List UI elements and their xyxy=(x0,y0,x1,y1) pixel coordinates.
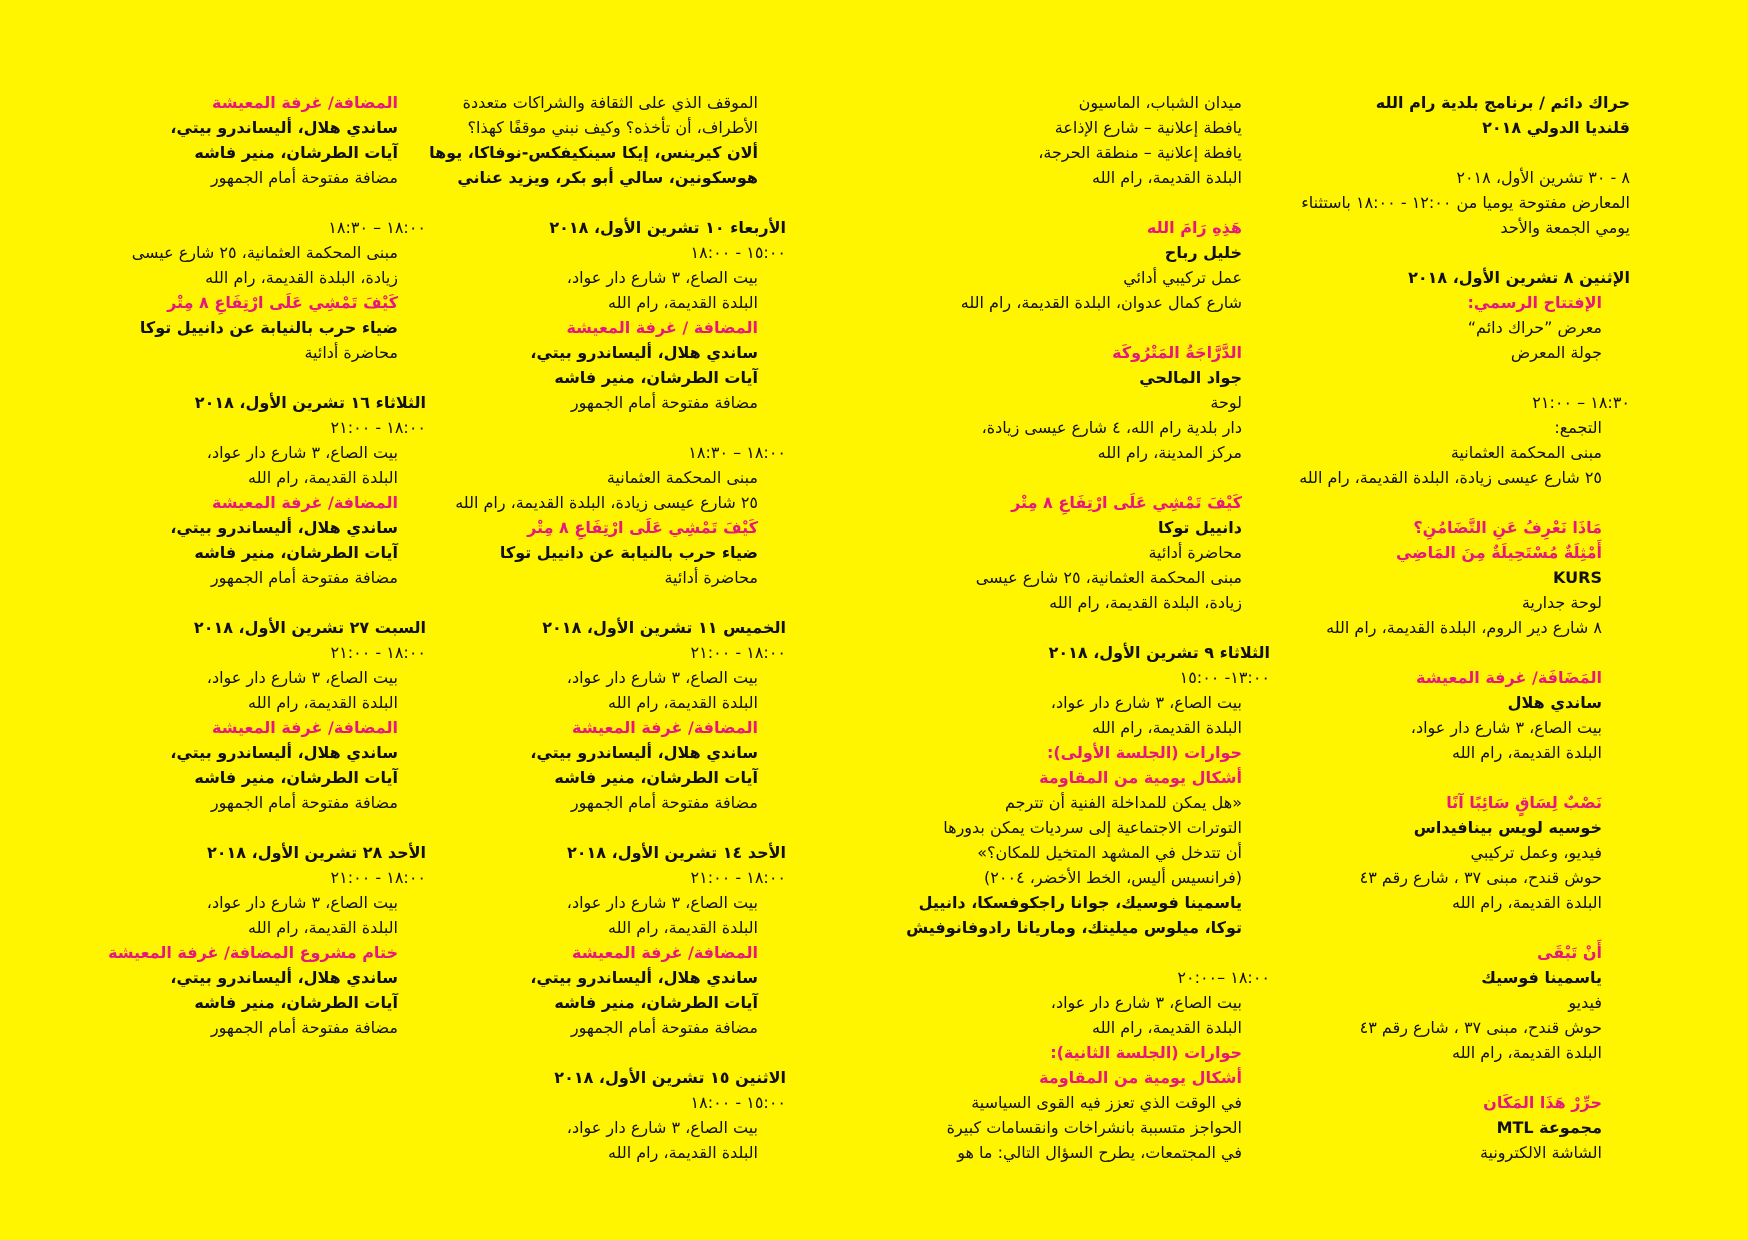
text-line: بيت الصاع، ٣ شارع دار عواد، xyxy=(566,268,758,287)
program-column-4 xyxy=(26,90,426,1040)
text-line: ١٨:٠٠ - ٢١:٠٠ xyxy=(330,643,426,662)
bold-line: ياسمينا فوسيك، جوانا راجكوفسكا، دانييل xyxy=(918,893,1242,912)
text-line: مبنى المحكمة العثمانية، ٢٥ شارع عيسى xyxy=(975,568,1242,587)
event-title: كَيْفَ تَمْشِي عَلَى ارْتِفَاعِ ٨ مِتْر xyxy=(527,518,758,537)
bold-line: ساندي هلال xyxy=(1507,693,1602,712)
event-title: أشكال يومية من المقاومة xyxy=(1039,1068,1242,1087)
event-title: حرِّرْ هَذَا المَكَان xyxy=(1483,1093,1602,1112)
text-line: الشاشة الالكترونية xyxy=(1479,1143,1602,1162)
event-title: المضافة/ غرفة المعيشة xyxy=(212,493,398,512)
text-line: مضافة مفتوحة أمام الجمهور xyxy=(210,568,398,587)
bold-line: آيات الطرشان، منير فاشه xyxy=(194,543,398,562)
bold-line: الثلاثاء ١٦ تشرين الأول، ٢٠١٨ xyxy=(194,393,426,412)
bold-line: مجموعة MTL xyxy=(1496,1118,1602,1137)
bold-line: آيات الطرشان، منير فاشه xyxy=(194,993,398,1012)
bold-line: قلنديا الدولي ٢٠١٨ xyxy=(1482,118,1630,137)
bold-line: ضياء حرب بالنيابة عن دانييل توكا xyxy=(499,543,758,562)
bold-line: ضياء حرب بالنيابة عن دانييل توكا xyxy=(139,318,398,337)
spacer xyxy=(26,590,426,615)
spacer xyxy=(870,940,1270,965)
text-line: الحواجز متسببة بانشراخات وانقسامات كبيرة xyxy=(946,1118,1242,1137)
text-line: ٨ - ٣٠ تشرين الأول، ٢٠١٨ xyxy=(1456,168,1630,187)
spacer xyxy=(1230,915,1630,940)
text-line: مضافة مفتوحة أمام الجمهور xyxy=(570,793,758,812)
spacer xyxy=(386,415,786,440)
text-line: معرض ”حراك دائم“ xyxy=(1467,318,1602,337)
bold-line: ساندي هلال، أليساندرو بيتي، xyxy=(170,518,398,537)
event-title: أَمْثِلَةٌ مُسْتَحِيلَةٌ مِنَ المَاضِي xyxy=(1395,543,1602,562)
bold-line: جواد المالحي xyxy=(1139,368,1242,387)
text-line: التوترات الاجتماعية إلى سرديات يمكن بدورها xyxy=(943,818,1242,837)
text-line: مضافة مفتوحة أمام الجمهور xyxy=(570,393,758,412)
bold-line: الاثنين ١٥ تشرين الأول، ٢٠١٨ xyxy=(554,1068,786,1087)
text-line: فيديو xyxy=(1568,993,1602,1012)
text-line: مضافة مفتوحة أمام الجمهور xyxy=(210,168,398,187)
bold-line: آيات الطرشان، منير فاشه xyxy=(554,768,758,787)
text-line: ١٨:٠٠ - ٢١:٠٠ xyxy=(330,868,426,887)
program-column-2 xyxy=(870,90,1270,1165)
text-line: الأطراف، أن تأخذه؟ وكيف نبني موقفًا كهذا؟ xyxy=(467,118,758,137)
text-line: حوش قندح، مبنى ٣٧ ، شارع رقم ٤٣ xyxy=(1359,868,1602,887)
text-line: بيت الصاع، ٣ شارع دار عواد، xyxy=(566,668,758,687)
text-line: محاضرة أدائية xyxy=(1148,543,1242,562)
text-line: حوش قندح، مبنى ٣٧ ، شارع رقم ٤٣ xyxy=(1359,1018,1602,1037)
spacer xyxy=(386,190,786,215)
bold-line: ساندي هلال، أليساندرو بيتي، xyxy=(170,118,398,137)
bold-line: دانييل توكا xyxy=(1158,518,1242,537)
event-title: هَذِهِ رَامَ الله xyxy=(1146,218,1242,237)
text-line: البلدة القديمة، رام الله xyxy=(247,918,398,937)
bold-line: هوسكونين، سالي أبو بكر، ويزيد عناني xyxy=(457,168,758,187)
event-title: أشكال يومية من المقاومة xyxy=(1039,768,1242,787)
bold-line: ألان كيرينس، إيكا سينكيفكس-نوفاكا، يوها xyxy=(429,143,758,162)
text-line: (فرانسيس أليس، الخط الأخضر، ٢٠٠٤) xyxy=(984,868,1242,887)
event-title: المضافة / غرفة المعيشة xyxy=(566,318,758,337)
text-line: البلدة القديمة، رام الله xyxy=(1451,743,1602,762)
spacer xyxy=(1230,240,1630,265)
text-line: ١٨:٠٠ - ٢١:٠٠ xyxy=(690,643,786,662)
text-line: زيادة، البلدة القديمة، رام الله xyxy=(1049,593,1242,612)
text-line: شارع كمال عدوان، البلدة القديمة، رام الله xyxy=(960,293,1242,312)
event-title: المضافة/ غرفة المعيشة xyxy=(212,93,398,112)
text-line: ١٣:٠٠- ١٥:٠٠ xyxy=(1179,668,1270,687)
spacer xyxy=(1230,1065,1630,1090)
text-line: بيت الصاع، ٣ شارع دار عواد، xyxy=(1050,993,1242,1012)
event-title: كَيْفَ تَمْشِي عَلَى ارْتِفَاعِ ٨ مِتْر xyxy=(167,293,398,312)
spacer xyxy=(870,190,1270,215)
bold-line: آيات الطرشان، منير فاشه xyxy=(554,368,758,387)
text-line: البلدة القديمة، رام الله xyxy=(1451,1043,1602,1062)
bold-line: الأحد ١٤ تشرين الأول، ٢٠١٨ xyxy=(566,843,786,862)
text-line: ٢٥ شارع عيسى زيادة، البلدة القديمة، رام الله xyxy=(1299,468,1602,487)
text-line: ميدان الشباب، الماسيون xyxy=(1078,93,1242,112)
bold-line: ياسمينا فوسيك xyxy=(1481,968,1602,987)
bold-line: ساندي هلال، أليساندرو بيتي، xyxy=(170,968,398,987)
bold-line: حراك دائم / برنامج بلدية رام الله xyxy=(1375,93,1630,112)
spacer xyxy=(870,615,1270,640)
event-title: المضافة/ غرفة المعيشة xyxy=(212,718,398,737)
text-line: ١٨:٠٠ – ١٨:٣٠ xyxy=(328,218,426,237)
event-title: المَضَافَة/ غرفة المعيشة xyxy=(1416,668,1602,687)
bold-line: ساندي هلال، أليساندرو بيتي، xyxy=(530,743,758,762)
spacer xyxy=(1230,140,1630,165)
event-title: الإفتتاح الرسمي: xyxy=(1467,293,1602,312)
spacer xyxy=(26,815,426,840)
bold-line: توكا، ميلوس ميليتك، وماريانا رادوفانوفيش xyxy=(906,918,1242,937)
text-line: ١٥:٠٠ - ١٨:٠٠ xyxy=(690,1093,786,1112)
event-title: المضافة/ غرفة المعيشة xyxy=(572,943,758,962)
text-line: دار بلدية رام الله، ٤ شارع عيسى زيادة، xyxy=(981,418,1242,437)
spacer xyxy=(386,815,786,840)
text-line: البلدة القديمة، رام الله xyxy=(607,918,758,937)
text-line: التجمع: xyxy=(1554,418,1602,437)
text-line: مضافة مفتوحة أمام الجمهور xyxy=(210,1018,398,1037)
spacer xyxy=(1230,640,1630,665)
text-line: بيت الصاع، ٣ شارع دار عواد، xyxy=(566,893,758,912)
event-title: ختام مشروع المضافة/ غرفة المعيشة xyxy=(108,943,398,962)
spacer xyxy=(26,365,426,390)
spacer xyxy=(870,315,1270,340)
program-column-3 xyxy=(386,90,786,1165)
event-title: حوارات (الجلسة الأولى): xyxy=(1046,743,1242,762)
text-line: فيديو، وعمل تركيبي xyxy=(1470,843,1602,862)
text-line: ١٨:٠٠ - ٢١:٠٠ xyxy=(330,418,426,437)
text-line: ١٨:٠٠ –٢٠:٠٠ xyxy=(1177,968,1270,987)
spacer xyxy=(26,190,426,215)
text-line: ١٨:٣٠ – ٢١:٠٠ xyxy=(1532,393,1630,412)
text-line: يافطة إعلانية – منطقة الحرجة، xyxy=(1038,143,1242,162)
bold-line: ساندي هلال، أليساندرو بيتي، xyxy=(530,343,758,362)
bold-line: خليل رباح xyxy=(1164,243,1242,262)
text-line: ١٨:٠٠ - ٢١:٠٠ xyxy=(690,868,786,887)
text-line: أن تتدخل في المشهد المتخيل للمكان؟» xyxy=(977,843,1242,862)
spacer xyxy=(386,590,786,615)
event-title: نَصْبٌ لِسَاقٍ سَائِبًا آنًا xyxy=(1446,793,1602,812)
text-line: عمل تركيبي أدائي xyxy=(1123,268,1242,287)
bold-line: الثلاثاء ٩ تشرين الأول، ٢٠١٨ xyxy=(1048,643,1270,662)
text-line: البلدة القديمة، رام الله xyxy=(247,693,398,712)
program-column-1 xyxy=(1230,90,1630,1165)
text-line: محاضرة أدائية xyxy=(304,343,398,362)
bold-line: الأربعاء ١٠ تشرين الأول، ٢٠١٨ xyxy=(549,218,786,237)
bold-line: خوسيه لويس بينافيداس xyxy=(1413,818,1602,837)
text-line: محاضرة أدائية xyxy=(664,568,758,587)
event-title: مَاذَا نَعْرِفُ عَنِ التَّضَامُنِ؟ xyxy=(1413,518,1602,537)
bold-line: ساندي هلال، أليساندرو بيتي، xyxy=(530,968,758,987)
spacer xyxy=(870,465,1270,490)
event-title: الدَّرَّاجَةُ المَتْرُوكَة xyxy=(1112,343,1242,362)
spacer xyxy=(1230,365,1630,390)
spacer xyxy=(386,1040,786,1065)
text-line: لوحة جدارية xyxy=(1521,593,1602,612)
text-line: مبنى المحكمة العثمانية، ٢٥ شارع عيسى xyxy=(131,243,398,262)
text-line: بيت الصاع، ٣ شارع دار عواد، xyxy=(566,1118,758,1137)
text-line: البلدة القديمة، رام الله xyxy=(1091,1018,1242,1037)
bold-line: السبت ٢٧ تشرين الأول، ٢٠١٨ xyxy=(193,618,426,637)
text-line: ١٥:٠٠ - ١٨:٠٠ xyxy=(690,243,786,262)
text-line: بيت الصاع، ٣ شارع دار عواد، xyxy=(206,893,398,912)
text-line: البلدة القديمة، رام الله xyxy=(1451,893,1602,912)
text-line: يافطة إعلانية – شارع الإذاعة xyxy=(1054,118,1242,137)
event-title: حوارات (الجلسة الثانية): xyxy=(1050,1043,1242,1062)
bold-line: آيات الطرشان، منير فاشه xyxy=(194,768,398,787)
text-line: مبنى المحكمة العثمانية xyxy=(606,468,758,487)
text-line: الموقف الذي على الثقافة والشراكات متعددة xyxy=(462,93,758,112)
text-line: المعارض مفتوحة يوميا من ١٢:٠٠ - ١٨:٠٠ باستثناء xyxy=(1301,193,1630,212)
text-line: البلدة القديمة، رام الله xyxy=(1091,168,1242,187)
bold-line: الإثنين ٨ تشرين الأول، ٢٠١٨ xyxy=(1408,268,1630,287)
text-line: مضافة مفتوحة أمام الجمهور xyxy=(210,793,398,812)
text-line: ٢٥ شارع عيسى زيادة، البلدة القديمة، رام الله xyxy=(455,493,758,512)
text-line: بيت الصاع، ٣ شارع دار عواد، xyxy=(1410,718,1602,737)
text-line: مضافة مفتوحة أمام الجمهور xyxy=(570,1018,758,1037)
bold-line: الخميس ١١ تشرين الأول، ٢٠١٨ xyxy=(542,618,786,637)
spacer xyxy=(1230,765,1630,790)
text-line: البلدة القديمة، رام الله xyxy=(607,293,758,312)
text-line: بيت الصاع، ٣ شارع دار عواد، xyxy=(1050,693,1242,712)
bold-line: KURS xyxy=(1553,568,1602,587)
text-line: في الوقت الذي تعزز فيه القوى السياسية xyxy=(971,1093,1242,1112)
text-line: جولة المعرض xyxy=(1510,343,1602,362)
text-line: ١٨:٠٠ – ١٨:٣٠ xyxy=(688,443,786,462)
text-line: «هل يمكن للمداخلة الفنية أن تترجم xyxy=(1004,793,1242,812)
text-line: بيت الصاع، ٣ شارع دار عواد، xyxy=(206,443,398,462)
text-line: مبنى المحكمة العثمانية xyxy=(1450,443,1602,462)
text-line: البلدة القديمة، رام الله xyxy=(607,693,758,712)
bold-line: الأحد ٢٨ تشرين الأول، ٢٠١٨ xyxy=(206,843,426,862)
text-line: زيادة، البلدة القديمة، رام الله xyxy=(205,268,398,287)
text-line: في المجتمعات، يطرح السؤال التالي: ما هو xyxy=(957,1143,1242,1162)
bold-line: ساندي هلال، أليساندرو بيتي، xyxy=(170,743,398,762)
text-line: مركز المدينة، رام الله xyxy=(1097,443,1242,462)
event-title: كَيْفَ تَمْشِي عَلَى ارْتِفَاعِ ٨ مِتْر xyxy=(1011,493,1242,512)
event-title: المضافة/ غرفة المعيشة xyxy=(572,718,758,737)
event-title: أَنْ تَبْقَى xyxy=(1537,943,1602,962)
spacer xyxy=(1230,490,1630,515)
text-line: البلدة القديمة، رام الله xyxy=(247,468,398,487)
bold-line: آيات الطرشان، منير فاشه xyxy=(554,993,758,1012)
text-line: البلدة القديمة، رام الله xyxy=(607,1143,758,1162)
text-line: ٨ شارع دير الروم، البلدة القديمة، رام الله xyxy=(1326,618,1602,637)
text-line: لوحة xyxy=(1210,393,1242,412)
text-line: البلدة القديمة، رام الله xyxy=(1091,718,1242,737)
text-line: بيت الصاع، ٣ شارع دار عواد، xyxy=(206,668,398,687)
text-line: يومي الجمعة والأحد xyxy=(1500,218,1630,237)
bold-line: آيات الطرشان، منير فاشه xyxy=(194,143,398,162)
